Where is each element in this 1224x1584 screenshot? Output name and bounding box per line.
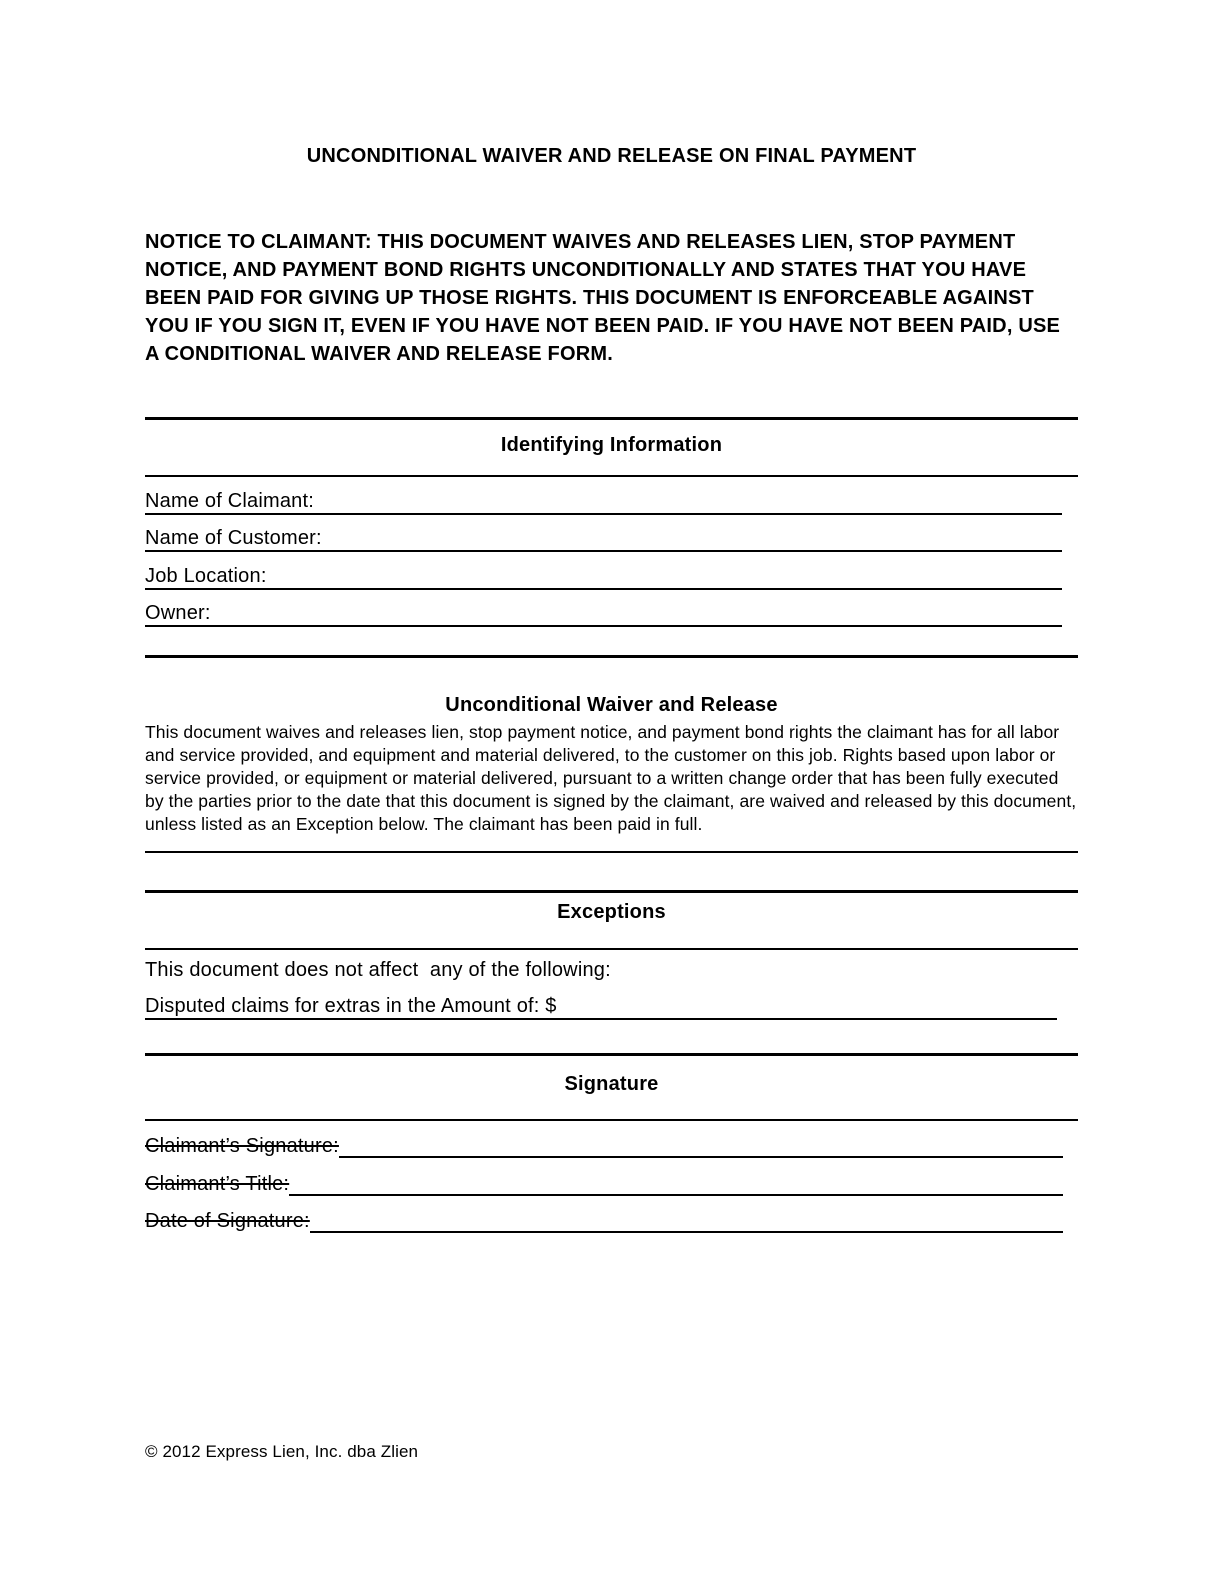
field-row-date-of-signature bbox=[145, 1196, 1063, 1234]
exceptions-intro-text: This document does not affect any of the following: bbox=[145, 959, 611, 981]
field-row-name-of-claimant bbox=[145, 477, 1062, 515]
rule-below-exceptions-header bbox=[145, 948, 1078, 950]
signature-fields bbox=[145, 1121, 1078, 1234]
disputed-amount-input[interactable] bbox=[557, 982, 1057, 1018]
owner-label: Owner: bbox=[145, 602, 211, 624]
field-row-owner bbox=[145, 590, 1062, 628]
date-of-signature-input[interactable] bbox=[310, 1196, 1063, 1234]
field-row-name-of-customer bbox=[145, 515, 1062, 553]
job-location-input[interactable] bbox=[267, 552, 1062, 588]
owner-input[interactable] bbox=[211, 590, 1062, 626]
field-row-claimant-signature bbox=[145, 1121, 1063, 1159]
document-content bbox=[145, 0, 1078, 1463]
claimant-title-input[interactable] bbox=[289, 1158, 1063, 1196]
name-of-claimant-label: Name of Claimant: bbox=[145, 489, 315, 512]
waiver-body-text: This document waives and releases lien, stop payment notice, and payment bond rights the claimant has for all labor and service provided, and equipment and material delivered, to the customer on this job. Rights based upon labor or service provided, or equipment or material delivered, pursuant to a written change order that has been fully executed by the parties prior to the date that this document is signed by the claimant, are waived and released by this document, unless listed as an Exception below. The claimant has been paid in full. bbox=[145, 722, 1077, 834]
signature-section-header: Signature bbox=[564, 1072, 659, 1095]
waiver-section-header: Unconditional Waiver and Release bbox=[445, 694, 778, 716]
name-of-customer-label: Name of Customer: bbox=[145, 527, 322, 549]
claimant-title-label: Claimant’s Title: bbox=[145, 1172, 290, 1195]
name-of-customer-input[interactable] bbox=[322, 515, 1062, 551]
disputed-amount-label: Disputed claims for extras in the Amount of: $ bbox=[145, 994, 557, 1017]
rule-above-exceptions bbox=[145, 890, 1078, 893]
rule-below-waiver bbox=[145, 851, 1078, 853]
copyright-notice: © 2012 Express Lien, Inc. dba Zlien bbox=[145, 1442, 419, 1461]
field-row-job-location bbox=[145, 552, 1062, 590]
identifying-section-header: Identifying Information bbox=[500, 434, 723, 456]
name-of-claimant-input[interactable] bbox=[314, 477, 1062, 513]
rule-above-signature bbox=[145, 1053, 1078, 1056]
identifying-fields bbox=[145, 477, 1078, 627]
exceptions-section-header: Exceptions bbox=[557, 901, 666, 923]
claimant-signature-input[interactable] bbox=[339, 1121, 1063, 1159]
document-title: UNCONDITIONAL WAIVER AND RELEASE ON FINAL PAYMENT bbox=[306, 145, 917, 167]
rule-above-identifying bbox=[145, 417, 1078, 420]
field-row-claimant-title bbox=[145, 1158, 1063, 1196]
rule-above-waiver bbox=[145, 655, 1078, 658]
date-of-signature-label: Date of Signature: bbox=[145, 1210, 310, 1232]
field-row-disputed-amount bbox=[145, 982, 1057, 1020]
notice-to-claimant: NOTICE TO CLAIMANT: THIS DOCUMENT WAIVES AND RELEASES LIEN, STOP PAYMENT NOTICE, AND PAYMENT BOND RIGHTS UNCONDITIONALLY AND STATES THAT YOU HAVE BEEN PAID FOR GIVING UP THOSE RIGHTS. THIS DOCUMENT IS ENFORCEABLE AGAINST YOU IF YOU SIGN IT, EVEN IF YOU HAVE NOT BEEN PAID. IF YOU HAVE NOT BEEN PAID, USE A CONDITIONAL WAIVER AND RELEASE FORM. bbox=[145, 231, 1061, 365]
claimant-signature-label: Claimant’s Signature: bbox=[145, 1135, 339, 1157]
job-location-label: Job Location: bbox=[145, 564, 267, 587]
